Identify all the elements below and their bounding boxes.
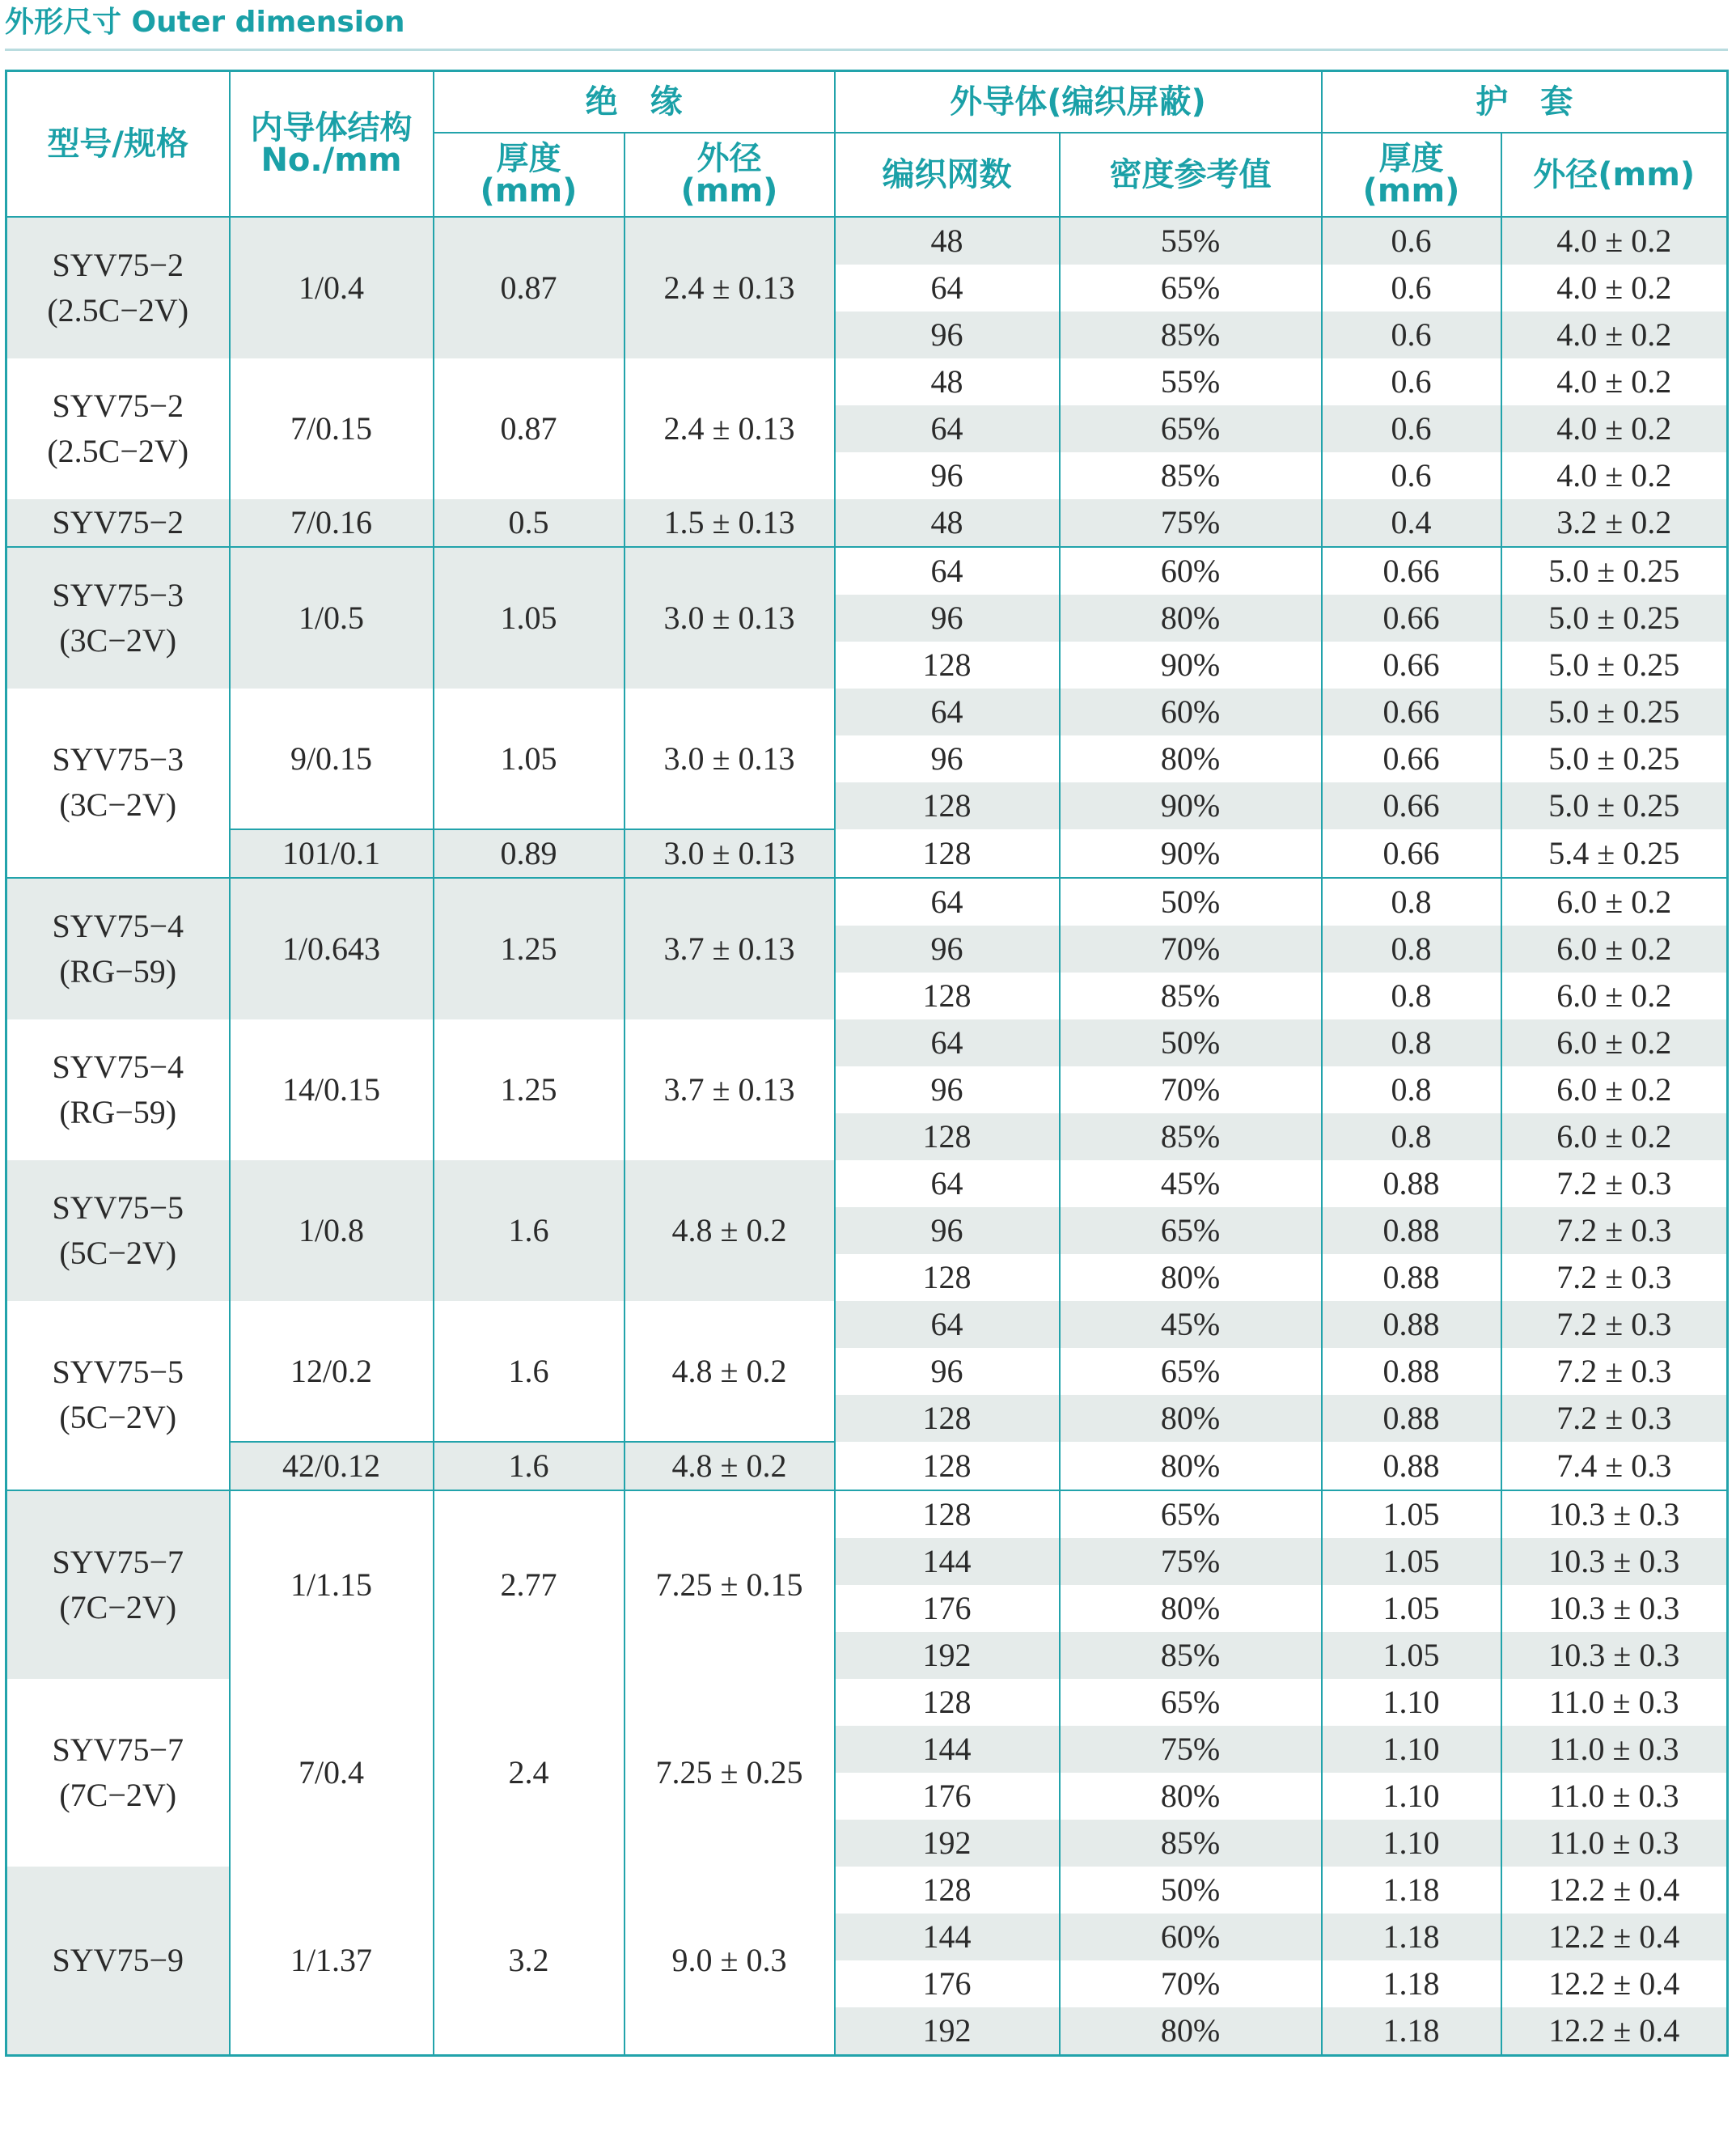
braid-count-cell: 96 — [835, 452, 1060, 499]
jacket-thickness-cell: 1.05 — [1322, 1490, 1501, 1538]
table-row — [6, 1679, 1728, 1726]
inner-conductor-cell: 1/1.37 — [230, 1867, 434, 2056]
insulation-od-cell: 4.8 ± 0.2 — [625, 1442, 835, 1490]
insulation-od-cell: 3.7 ± 0.13 — [625, 1019, 835, 1160]
density-cell: 80% — [1060, 2007, 1322, 2056]
insulation-thickness-cell: 2.4 — [434, 1679, 625, 1867]
model-cell: SYV75−7 (7C−2V) — [6, 1490, 230, 1679]
insulation-od-cell: 7.25 ± 0.25 — [625, 1679, 835, 1867]
jacket-od-cell: 4.0 ± 0.2 — [1501, 265, 1728, 312]
jacket-od-cell: 7.4 ± 0.3 — [1501, 1442, 1728, 1490]
jacket-od-cell: 10.3 ± 0.3 — [1501, 1632, 1728, 1679]
insulation-thickness-cell: 1.25 — [434, 878, 625, 1019]
braid-count-cell: 64 — [835, 405, 1060, 452]
model-cell: SYV75−5 (5C−2V) — [6, 1301, 230, 1490]
inner-conductor-cell: 101/0.1 — [230, 829, 434, 878]
density-cell: 75% — [1060, 1726, 1322, 1773]
density-cell: 85% — [1060, 1113, 1322, 1160]
braid-count-cell: 48 — [835, 358, 1060, 405]
header-outer-conductor: 外导体(编织屏蔽) — [835, 71, 1322, 133]
braid-count-cell: 176 — [835, 1773, 1060, 1820]
jacket-thickness-cell: 0.88 — [1322, 1254, 1501, 1301]
jacket-thickness-cell: 0.88 — [1322, 1395, 1501, 1442]
table-row — [6, 1160, 1728, 1207]
braid-count-cell: 128 — [835, 1442, 1060, 1490]
braid-count-cell: 96 — [835, 1348, 1060, 1395]
model-cell: SYV75−3 (3C−2V) — [6, 547, 230, 689]
jacket-od-cell: 7.2 ± 0.3 — [1501, 1254, 1728, 1301]
jacket-od-cell: 10.3 ± 0.3 — [1501, 1585, 1728, 1632]
jacket-thickness-cell: 0.8 — [1322, 973, 1501, 1019]
jacket-od-cell: 6.0 ± 0.2 — [1501, 1066, 1728, 1113]
insulation-thickness-cell: 1.05 — [434, 547, 625, 689]
braid-count-cell: 64 — [835, 547, 1060, 595]
header-insulation: 绝 缘 — [434, 71, 835, 133]
insulation-od-cell: 4.8 ± 0.2 — [625, 1301, 835, 1442]
density-cell: 80% — [1060, 1254, 1322, 1301]
table-row — [6, 217, 1728, 265]
insulation-thickness-cell: 1.6 — [434, 1442, 625, 1490]
model-cell: SYV75−2 — [6, 499, 230, 547]
jacket-od-cell: 6.0 ± 0.2 — [1501, 1019, 1728, 1066]
jacket-od-cell: 12.2 ± 0.4 — [1501, 1914, 1728, 1960]
density-cell: 65% — [1060, 1207, 1322, 1254]
table-row — [6, 689, 1728, 735]
model-cell: SYV75−3 (3C−2V) — [6, 689, 230, 878]
jacket-od-cell: 12.2 ± 0.4 — [1501, 2007, 1728, 2056]
jacket-od-cell: 5.0 ± 0.25 — [1501, 689, 1728, 735]
density-cell: 55% — [1060, 358, 1322, 405]
density-cell: 60% — [1060, 1914, 1322, 1960]
model-cell: SYV75−4 (RG−59) — [6, 1019, 230, 1160]
jacket-od-cell: 11.0 ± 0.3 — [1501, 1726, 1728, 1773]
insulation-od-cell: 3.0 ± 0.13 — [625, 689, 835, 829]
jacket-od-cell: 4.0 ± 0.2 — [1501, 452, 1728, 499]
braid-count-cell: 64 — [835, 1160, 1060, 1207]
density-cell: 80% — [1060, 1395, 1322, 1442]
jacket-thickness-cell: 0.66 — [1322, 735, 1501, 782]
density-cell: 60% — [1060, 689, 1322, 735]
jacket-od-cell: 11.0 ± 0.3 — [1501, 1820, 1728, 1867]
insulation-od-cell: 2.4 ± 0.13 — [625, 217, 835, 358]
density-cell: 80% — [1060, 1442, 1322, 1490]
jacket-thickness-cell: 0.6 — [1322, 265, 1501, 312]
braid-count-cell: 128 — [835, 829, 1060, 878]
braid-count-cell: 96 — [835, 735, 1060, 782]
jacket-thickness-cell: 1.05 — [1322, 1585, 1501, 1632]
insulation-thickness-cell: 3.2 — [434, 1867, 625, 2056]
insulation-thickness-cell: 0.87 — [434, 217, 625, 358]
jacket-thickness-cell: 0.8 — [1322, 1066, 1501, 1113]
braid-count-cell: 128 — [835, 973, 1060, 1019]
jacket-thickness-cell: 0.88 — [1322, 1442, 1501, 1490]
table-row — [6, 1490, 1728, 1538]
density-cell: 55% — [1060, 217, 1322, 265]
density-cell: 65% — [1060, 265, 1322, 312]
braid-count-cell: 128 — [835, 1679, 1060, 1726]
header-inner-conductor-unit: No./mm — [260, 141, 402, 179]
density-cell: 90% — [1060, 829, 1322, 878]
model-cell: SYV75−9 — [6, 1867, 230, 2056]
jacket-od-cell: 4.0 ± 0.2 — [1501, 405, 1728, 452]
table-row — [6, 829, 1728, 878]
inner-conductor-cell: 1/0.8 — [230, 1160, 434, 1301]
insulation-od-cell: 3.7 ± 0.13 — [625, 878, 835, 1019]
insulation-thickness-cell: 1.6 — [434, 1301, 625, 1442]
jacket-od-cell: 4.0 ± 0.2 — [1501, 217, 1728, 265]
inner-conductor-cell: 7/0.4 — [230, 1679, 434, 1867]
braid-count-cell: 48 — [835, 499, 1060, 547]
table-row — [6, 1867, 1728, 1914]
insulation-od-cell: 1.5 ± 0.13 — [625, 499, 835, 547]
braid-count-cell: 96 — [835, 1066, 1060, 1113]
table-row — [6, 878, 1728, 926]
density-cell: 85% — [1060, 312, 1322, 358]
density-cell: 65% — [1060, 1348, 1322, 1395]
braid-count-cell: 128 — [835, 642, 1060, 689]
insulation-od-cell: 4.8 ± 0.2 — [625, 1160, 835, 1301]
insulation-thickness-cell: 0.5 — [434, 499, 625, 547]
model-cell: SYV75−4 (RG−59) — [6, 878, 230, 1019]
jacket-od-cell: 7.2 ± 0.3 — [1501, 1301, 1728, 1348]
braid-count-cell: 144 — [835, 1538, 1060, 1585]
jacket-thickness-cell: 1.10 — [1322, 1773, 1501, 1820]
density-cell: 65% — [1060, 1490, 1322, 1538]
jacket-od-cell: 7.2 ± 0.3 — [1501, 1395, 1728, 1442]
jacket-thickness-cell: 0.66 — [1322, 689, 1501, 735]
braid-count-cell: 96 — [835, 312, 1060, 358]
header-jacket-od: 外径(mm) — [1501, 133, 1728, 217]
jacket-od-cell: 4.0 ± 0.2 — [1501, 358, 1728, 405]
jacket-thickness-cell: 0.88 — [1322, 1348, 1501, 1395]
inner-conductor-cell: 1/0.4 — [230, 217, 434, 358]
jacket-od-cell: 11.0 ± 0.3 — [1501, 1679, 1728, 1726]
jacket-od-cell: 3.2 ± 0.2 — [1501, 499, 1728, 547]
jacket-thickness-cell: 0.88 — [1322, 1301, 1501, 1348]
table-row — [6, 547, 1728, 595]
braid-count-cell: 64 — [835, 265, 1060, 312]
insulation-thickness-cell: 2.77 — [434, 1490, 625, 1679]
table-row — [6, 1019, 1728, 1066]
header-inner-conductor-label: 内导体结构 — [250, 108, 413, 146]
header-insulation-thickness-label: 厚度 — [496, 139, 561, 177]
density-cell: 50% — [1060, 1867, 1322, 1914]
density-cell: 90% — [1060, 642, 1322, 689]
density-cell: 45% — [1060, 1301, 1322, 1348]
header-insulation-od-unit: (mm) — [680, 172, 778, 210]
jacket-od-cell: 10.3 ± 0.3 — [1501, 1490, 1728, 1538]
jacket-thickness-cell: 0.6 — [1322, 405, 1501, 452]
braid-count-cell: 192 — [835, 1632, 1060, 1679]
insulation-od-cell: 9.0 ± 0.3 — [625, 1867, 835, 2056]
density-cell: 80% — [1060, 595, 1322, 642]
insulation-od-cell: 3.0 ± 0.13 — [625, 829, 835, 878]
density-cell: 50% — [1060, 878, 1322, 926]
jacket-thickness-cell: 0.4 — [1322, 499, 1501, 547]
braid-count-cell: 128 — [835, 782, 1060, 829]
inner-conductor-cell: 1/1.15 — [230, 1490, 434, 1679]
density-cell: 85% — [1060, 1632, 1322, 1679]
header-jacket: 护 套 — [1322, 71, 1728, 133]
jacket-thickness-cell: 0.66 — [1322, 829, 1501, 878]
density-cell: 80% — [1060, 735, 1322, 782]
model-cell: SYV75−2 (2.5C−2V) — [6, 217, 230, 358]
jacket-thickness-cell: 0.66 — [1322, 642, 1501, 689]
jacket-od-cell: 6.0 ± 0.2 — [1501, 878, 1728, 926]
jacket-od-cell: 6.0 ± 0.2 — [1501, 926, 1728, 973]
jacket-thickness-cell: 0.6 — [1322, 217, 1501, 265]
header-model: 型号/规格 — [6, 71, 230, 217]
inner-conductor-cell: 42/0.12 — [230, 1442, 434, 1490]
page-title: 外形尺寸 Outer dimension — [5, 6, 405, 39]
inner-conductor-cell: 14/0.15 — [230, 1019, 434, 1160]
outer-dimension-table — [5, 70, 1729, 2057]
braid-count-cell: 96 — [835, 926, 1060, 973]
jacket-od-cell: 6.0 ± 0.2 — [1501, 973, 1728, 1019]
jacket-od-cell: 11.0 ± 0.3 — [1501, 1773, 1728, 1820]
density-cell: 70% — [1060, 1960, 1322, 2007]
braid-count-cell: 192 — [835, 1820, 1060, 1867]
inner-conductor-cell: 1/0.5 — [230, 547, 434, 689]
density-cell: 65% — [1060, 1679, 1322, 1726]
jacket-thickness-cell: 0.66 — [1322, 547, 1501, 595]
density-cell: 80% — [1060, 1773, 1322, 1820]
density-cell: 45% — [1060, 1160, 1322, 1207]
density-cell: 85% — [1060, 452, 1322, 499]
jacket-thickness-cell: 0.8 — [1322, 1019, 1501, 1066]
braid-count-cell: 128 — [835, 1867, 1060, 1914]
density-cell: 85% — [1060, 1820, 1322, 1867]
insulation-thickness-cell: 1.25 — [434, 1019, 625, 1160]
jacket-thickness-cell: 1.10 — [1322, 1820, 1501, 1867]
density-cell: 70% — [1060, 926, 1322, 973]
braid-count-cell: 128 — [835, 1113, 1060, 1160]
jacket-thickness-cell: 0.8 — [1322, 1113, 1501, 1160]
braid-count-cell: 192 — [835, 2007, 1060, 2056]
table-row — [6, 1442, 1728, 1490]
table-row — [6, 358, 1728, 405]
braid-count-cell: 64 — [835, 878, 1060, 926]
jacket-thickness-cell: 0.6 — [1322, 358, 1501, 405]
header-jacket-thickness-unit: (mm) — [1362, 172, 1460, 210]
insulation-od-cell: 7.25 ± 0.15 — [625, 1490, 835, 1679]
jacket-thickness-cell: 1.05 — [1322, 1632, 1501, 1679]
inner-conductor-cell: 7/0.15 — [230, 358, 434, 499]
header-insulation-od — [625, 133, 835, 217]
braid-count-cell: 144 — [835, 1914, 1060, 1960]
braid-count-cell: 96 — [835, 595, 1060, 642]
header-insulation-thickness-unit: (mm) — [480, 172, 578, 210]
insulation-thickness-cell: 1.6 — [434, 1160, 625, 1301]
jacket-od-cell: 12.2 ± 0.4 — [1501, 1867, 1728, 1914]
jacket-thickness-cell: 0.6 — [1322, 452, 1501, 499]
braid-count-cell: 96 — [835, 1207, 1060, 1254]
jacket-od-cell: 7.2 ± 0.3 — [1501, 1348, 1728, 1395]
density-cell: 65% — [1060, 405, 1322, 452]
jacket-od-cell: 12.2 ± 0.4 — [1501, 1960, 1728, 2007]
braid-count-cell: 176 — [835, 1585, 1060, 1632]
jacket-od-cell: 5.4 ± 0.25 — [1501, 829, 1728, 878]
header-inner-conductor — [230, 71, 434, 217]
jacket-thickness-cell: 1.10 — [1322, 1679, 1501, 1726]
header-density: 密度参考值 — [1060, 133, 1322, 217]
jacket-thickness-cell: 0.88 — [1322, 1160, 1501, 1207]
header-jacket-thickness — [1322, 133, 1501, 217]
braid-count-cell: 176 — [835, 1960, 1060, 2007]
jacket-thickness-cell: 0.8 — [1322, 878, 1501, 926]
jacket-od-cell: 4.0 ± 0.2 — [1501, 312, 1728, 358]
jacket-od-cell: 10.3 ± 0.3 — [1501, 1538, 1728, 1585]
jacket-od-cell: 7.2 ± 0.3 — [1501, 1207, 1728, 1254]
braid-count-cell: 64 — [835, 1019, 1060, 1066]
inner-conductor-cell: 7/0.16 — [230, 499, 434, 547]
jacket-thickness-cell: 0.8 — [1322, 926, 1501, 973]
braid-count-cell: 128 — [835, 1490, 1060, 1538]
header-braid-count: 编织网数 — [835, 133, 1060, 217]
header-insulation-od-label: 外径 — [697, 139, 762, 177]
header-jacket-thickness-label: 厚度 — [1378, 139, 1444, 177]
jacket-thickness-cell: 0.66 — [1322, 782, 1501, 829]
jacket-thickness-cell: 0.6 — [1322, 312, 1501, 358]
jacket-od-cell: 5.0 ± 0.25 — [1501, 595, 1728, 642]
inner-conductor-cell: 12/0.2 — [230, 1301, 434, 1442]
braid-count-cell: 128 — [835, 1254, 1060, 1301]
jacket-thickness-cell: 1.18 — [1322, 1867, 1501, 1914]
jacket-od-cell: 5.0 ± 0.25 — [1501, 782, 1728, 829]
jacket-od-cell: 7.2 ± 0.3 — [1501, 1160, 1728, 1207]
jacket-od-cell: 6.0 ± 0.2 — [1501, 1113, 1728, 1160]
jacket-od-cell: 5.0 ± 0.25 — [1501, 735, 1728, 782]
jacket-thickness-cell: 1.18 — [1322, 2007, 1501, 2056]
model-cell: SYV75−2 (2.5C−2V) — [6, 358, 230, 499]
density-cell: 60% — [1060, 547, 1322, 595]
header-insulation-thickness — [434, 133, 625, 217]
model-cell: SYV75−5 (5C−2V) — [6, 1160, 230, 1301]
jacket-od-cell: 5.0 ± 0.25 — [1501, 642, 1728, 689]
insulation-thickness-cell: 1.05 — [434, 689, 625, 829]
braid-count-cell: 128 — [835, 1395, 1060, 1442]
braid-count-cell: 64 — [835, 689, 1060, 735]
insulation-thickness-cell: 0.89 — [434, 829, 625, 878]
model-cell: SYV75−7 (7C−2V) — [6, 1679, 230, 1867]
density-cell: 90% — [1060, 782, 1322, 829]
density-cell: 75% — [1060, 499, 1322, 547]
insulation-od-cell: 2.4 ± 0.13 — [625, 358, 835, 499]
density-cell: 75% — [1060, 1538, 1322, 1585]
insulation-thickness-cell: 0.87 — [434, 358, 625, 499]
jacket-od-cell: 5.0 ± 0.25 — [1501, 547, 1728, 595]
braid-count-cell: 48 — [835, 217, 1060, 265]
table-row — [6, 499, 1728, 547]
jacket-thickness-cell: 1.18 — [1322, 1960, 1501, 2007]
braid-count-cell: 64 — [835, 1301, 1060, 1348]
density-cell: 70% — [1060, 1066, 1322, 1113]
jacket-thickness-cell: 1.10 — [1322, 1726, 1501, 1773]
title-divider — [5, 49, 1728, 51]
jacket-thickness-cell: 1.18 — [1322, 1914, 1501, 1960]
jacket-thickness-cell: 0.66 — [1322, 595, 1501, 642]
inner-conductor-cell: 1/0.643 — [230, 878, 434, 1019]
table-row — [6, 1301, 1728, 1348]
jacket-thickness-cell: 1.05 — [1322, 1538, 1501, 1585]
insulation-od-cell: 3.0 ± 0.13 — [625, 547, 835, 689]
braid-count-cell: 144 — [835, 1726, 1060, 1773]
density-cell: 85% — [1060, 973, 1322, 1019]
inner-conductor-cell: 9/0.15 — [230, 689, 434, 829]
density-cell: 50% — [1060, 1019, 1322, 1066]
density-cell: 80% — [1060, 1585, 1322, 1632]
jacket-thickness-cell: 0.88 — [1322, 1207, 1501, 1254]
